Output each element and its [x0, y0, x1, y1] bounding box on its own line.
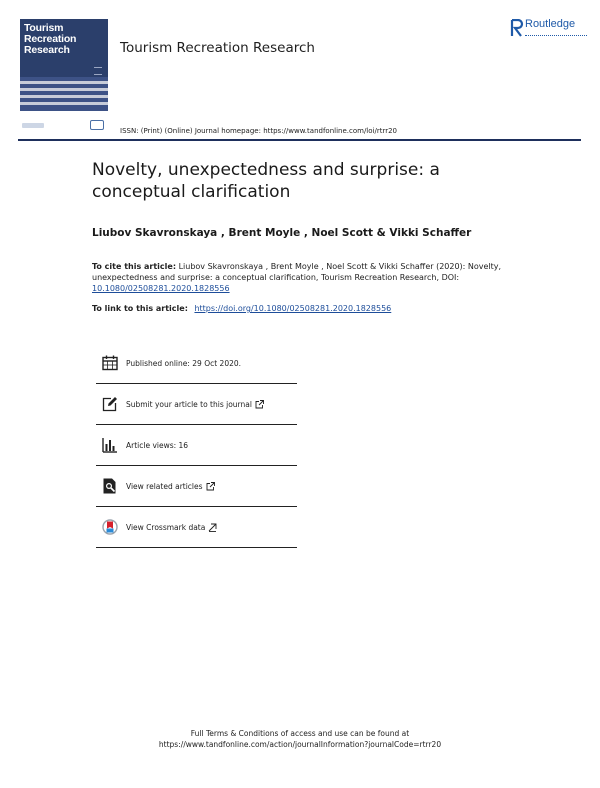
- published-online-text: Published online: 29 Oct 2020.: [126, 358, 242, 368]
- submit-article-item[interactable]: [96, 384, 297, 425]
- article-authors: Liubov Skavronskaya , Brent Moyle , Noel Scott & Vikki Schaffer: [92, 227, 472, 239]
- header-divider: [18, 139, 581, 141]
- external-link-icon: [206, 482, 215, 491]
- article-info-list: [96, 343, 297, 548]
- citation-block: [92, 261, 512, 294]
- search-document-icon: [100, 476, 120, 496]
- crossmark-item[interactable]: [96, 507, 297, 548]
- cover-title: [24, 23, 76, 56]
- cover-title-line: Tourism: [24, 22, 64, 34]
- crossmark-icon: [100, 517, 120, 537]
- cover-title-line: Research: [24, 44, 70, 56]
- calendar-icon: [100, 353, 120, 373]
- article-views-item: [96, 425, 297, 466]
- journal-title[interactable]: Tourism Recreation Research: [120, 40, 315, 56]
- edit-icon: [100, 394, 120, 414]
- routledge-logo[interactable]: [510, 18, 590, 40]
- related-articles-item[interactable]: [96, 466, 297, 507]
- terms-footer: [0, 728, 600, 750]
- cover-decoration: [94, 67, 102, 75]
- cover-stripe: [20, 81, 108, 84]
- citation-label: To cite this article:: [92, 262, 177, 271]
- open-access-icon: [90, 120, 104, 130]
- publisher-tagline: [525, 31, 587, 36]
- journal-cover-image[interactable]: [20, 19, 108, 111]
- cover-stripe: [20, 102, 108, 105]
- external-link-icon: [255, 400, 264, 409]
- doi-link[interactable]: 10.1080/02508281.2020.1828556: [92, 284, 230, 293]
- cover-stripe: [20, 88, 108, 91]
- external-link-icon: [208, 523, 217, 532]
- cover-title-line: Recreation: [24, 33, 77, 45]
- issn-text: ISSN: (Print) (Online) Journal homepage:: [120, 127, 261, 135]
- crossmark-text: View Crossmark data: [126, 522, 206, 532]
- publisher-name: Routledge: [525, 18, 576, 30]
- article-views-text: Article views: 16: [126, 440, 189, 450]
- related-articles-text: View related articles: [126, 481, 203, 491]
- article-title: Novelty, unexpectedness and surprise: a conceptual clarification: [92, 160, 440, 202]
- issn-line: [120, 127, 397, 135]
- article-link-block: [92, 304, 512, 313]
- journal-homepage-link[interactable]: https://www.tandfonline.com/loi/rtrr20: [263, 127, 397, 135]
- published-online-item: [96, 343, 297, 384]
- article-link-label: To link to this article:: [92, 304, 188, 313]
- terms-url[interactable]: https://www.tandfonline.com/action/journalInformation?journalCode=rtrr20: [158, 740, 442, 749]
- cover-stripe: [20, 95, 108, 98]
- routledge-r-icon: [510, 19, 524, 37]
- terms-text: Full Terms & Conditions of access and use can be found at: [190, 729, 410, 738]
- taylor-francis-logo: [22, 123, 44, 128]
- bar-chart-icon: [100, 435, 120, 455]
- citation-text: Liubov Skavronskaya , Brent Moyle , Noel Scott & Vikki Schaffer (2020): Novelty, unexpectedness and surprise: a conceptual clarification, Tourism Recreation Research, DOI:: [92, 262, 502, 282]
- article-doi-url[interactable]: https://doi.org/10.1080/02508281.2020.1828556: [194, 304, 392, 313]
- submit-article-text: Submit your article to this journal: [126, 399, 252, 409]
